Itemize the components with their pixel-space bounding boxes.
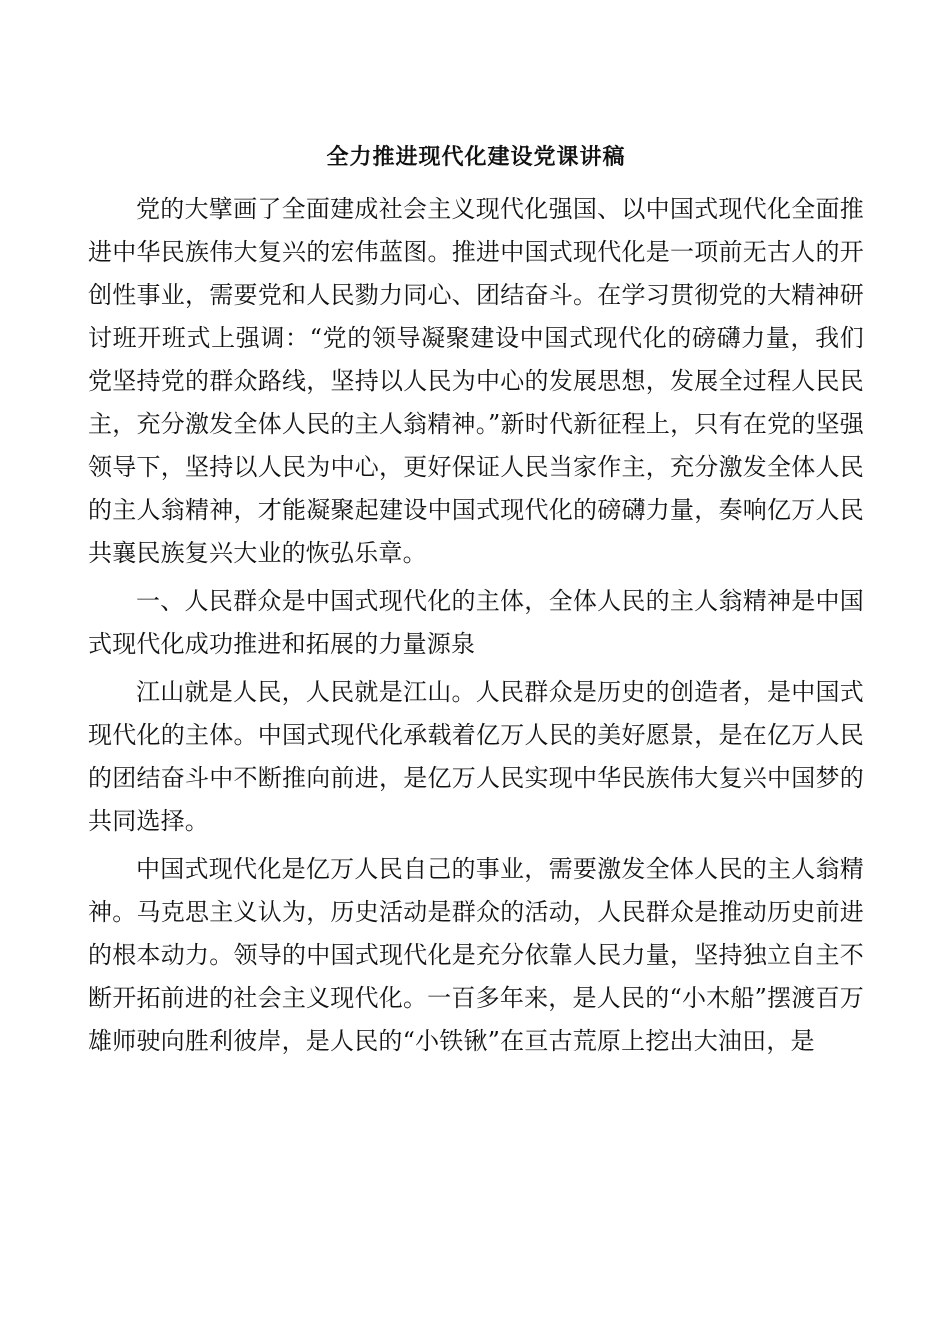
section-heading-1: 一、人民群众是中国式现代化的主体，全体人民的主人翁精神是中国式现代化成功推进和拓展的力量源泉 <box>88 587 864 658</box>
document-page <box>88 138 864 1068</box>
paragraph-modernization: 中国式现代化是亿万人民自己的事业，需要激发全体人民的主人翁精神。马克思主义认为，历史活动是群众的活动，人民群众是推动历史前进的根本动力。领导的中国式现代化是充分依靠人民力量，坚持独立自主不断开拓前进的社会主义现代化。一百多年来，是人民的“小木船”摆渡百万雄师驶向胜利彼岸，是人民的“小铁锹”在亘古荒原上挖出大油田，是 <box>88 855 864 1055</box>
document-title: 全力推进现代化建设党课讲稿 <box>326 145 626 170</box>
paragraph-people: 江山就是人民，人民就是江山。人民群众是历史的创造者，是中国式现代化的主体。中国式现代化承载着亿万人民的美好愿景，是在亿万人民的团结奋斗中不断推向前进，是亿万人民实现中华民族伟大复兴中国梦的共同选择。 <box>88 678 864 835</box>
paragraph-intro: 党的大擘画了全面建成社会主义现代化强国、以中国式现代化全面推进中华民族伟大复兴的宏伟蓝图。推进中国式现代化是一项前无古人的开创性事业，需要党和人民勠力同心、团结奋斗。在学习贯彻党的大精神研讨班开班式上强调：“党的领导凝聚建设中国式现代化的磅礴力量，我们党坚持党的群众路线，坚持以人民为中心的发展思想，发展全过程人民民主，充分激发全体人民的主人翁精神。”新时代新征程上，只有在党的坚强领导下，坚持以人民为中心，更好保证人民当家作主，充分激发全体人民的主人翁精神，才能凝聚起建设中国式现代化的磅礴力量，奏响亿万人民共襄民族复兴大业的恢弘乐章。 <box>88 195 864 567</box>
